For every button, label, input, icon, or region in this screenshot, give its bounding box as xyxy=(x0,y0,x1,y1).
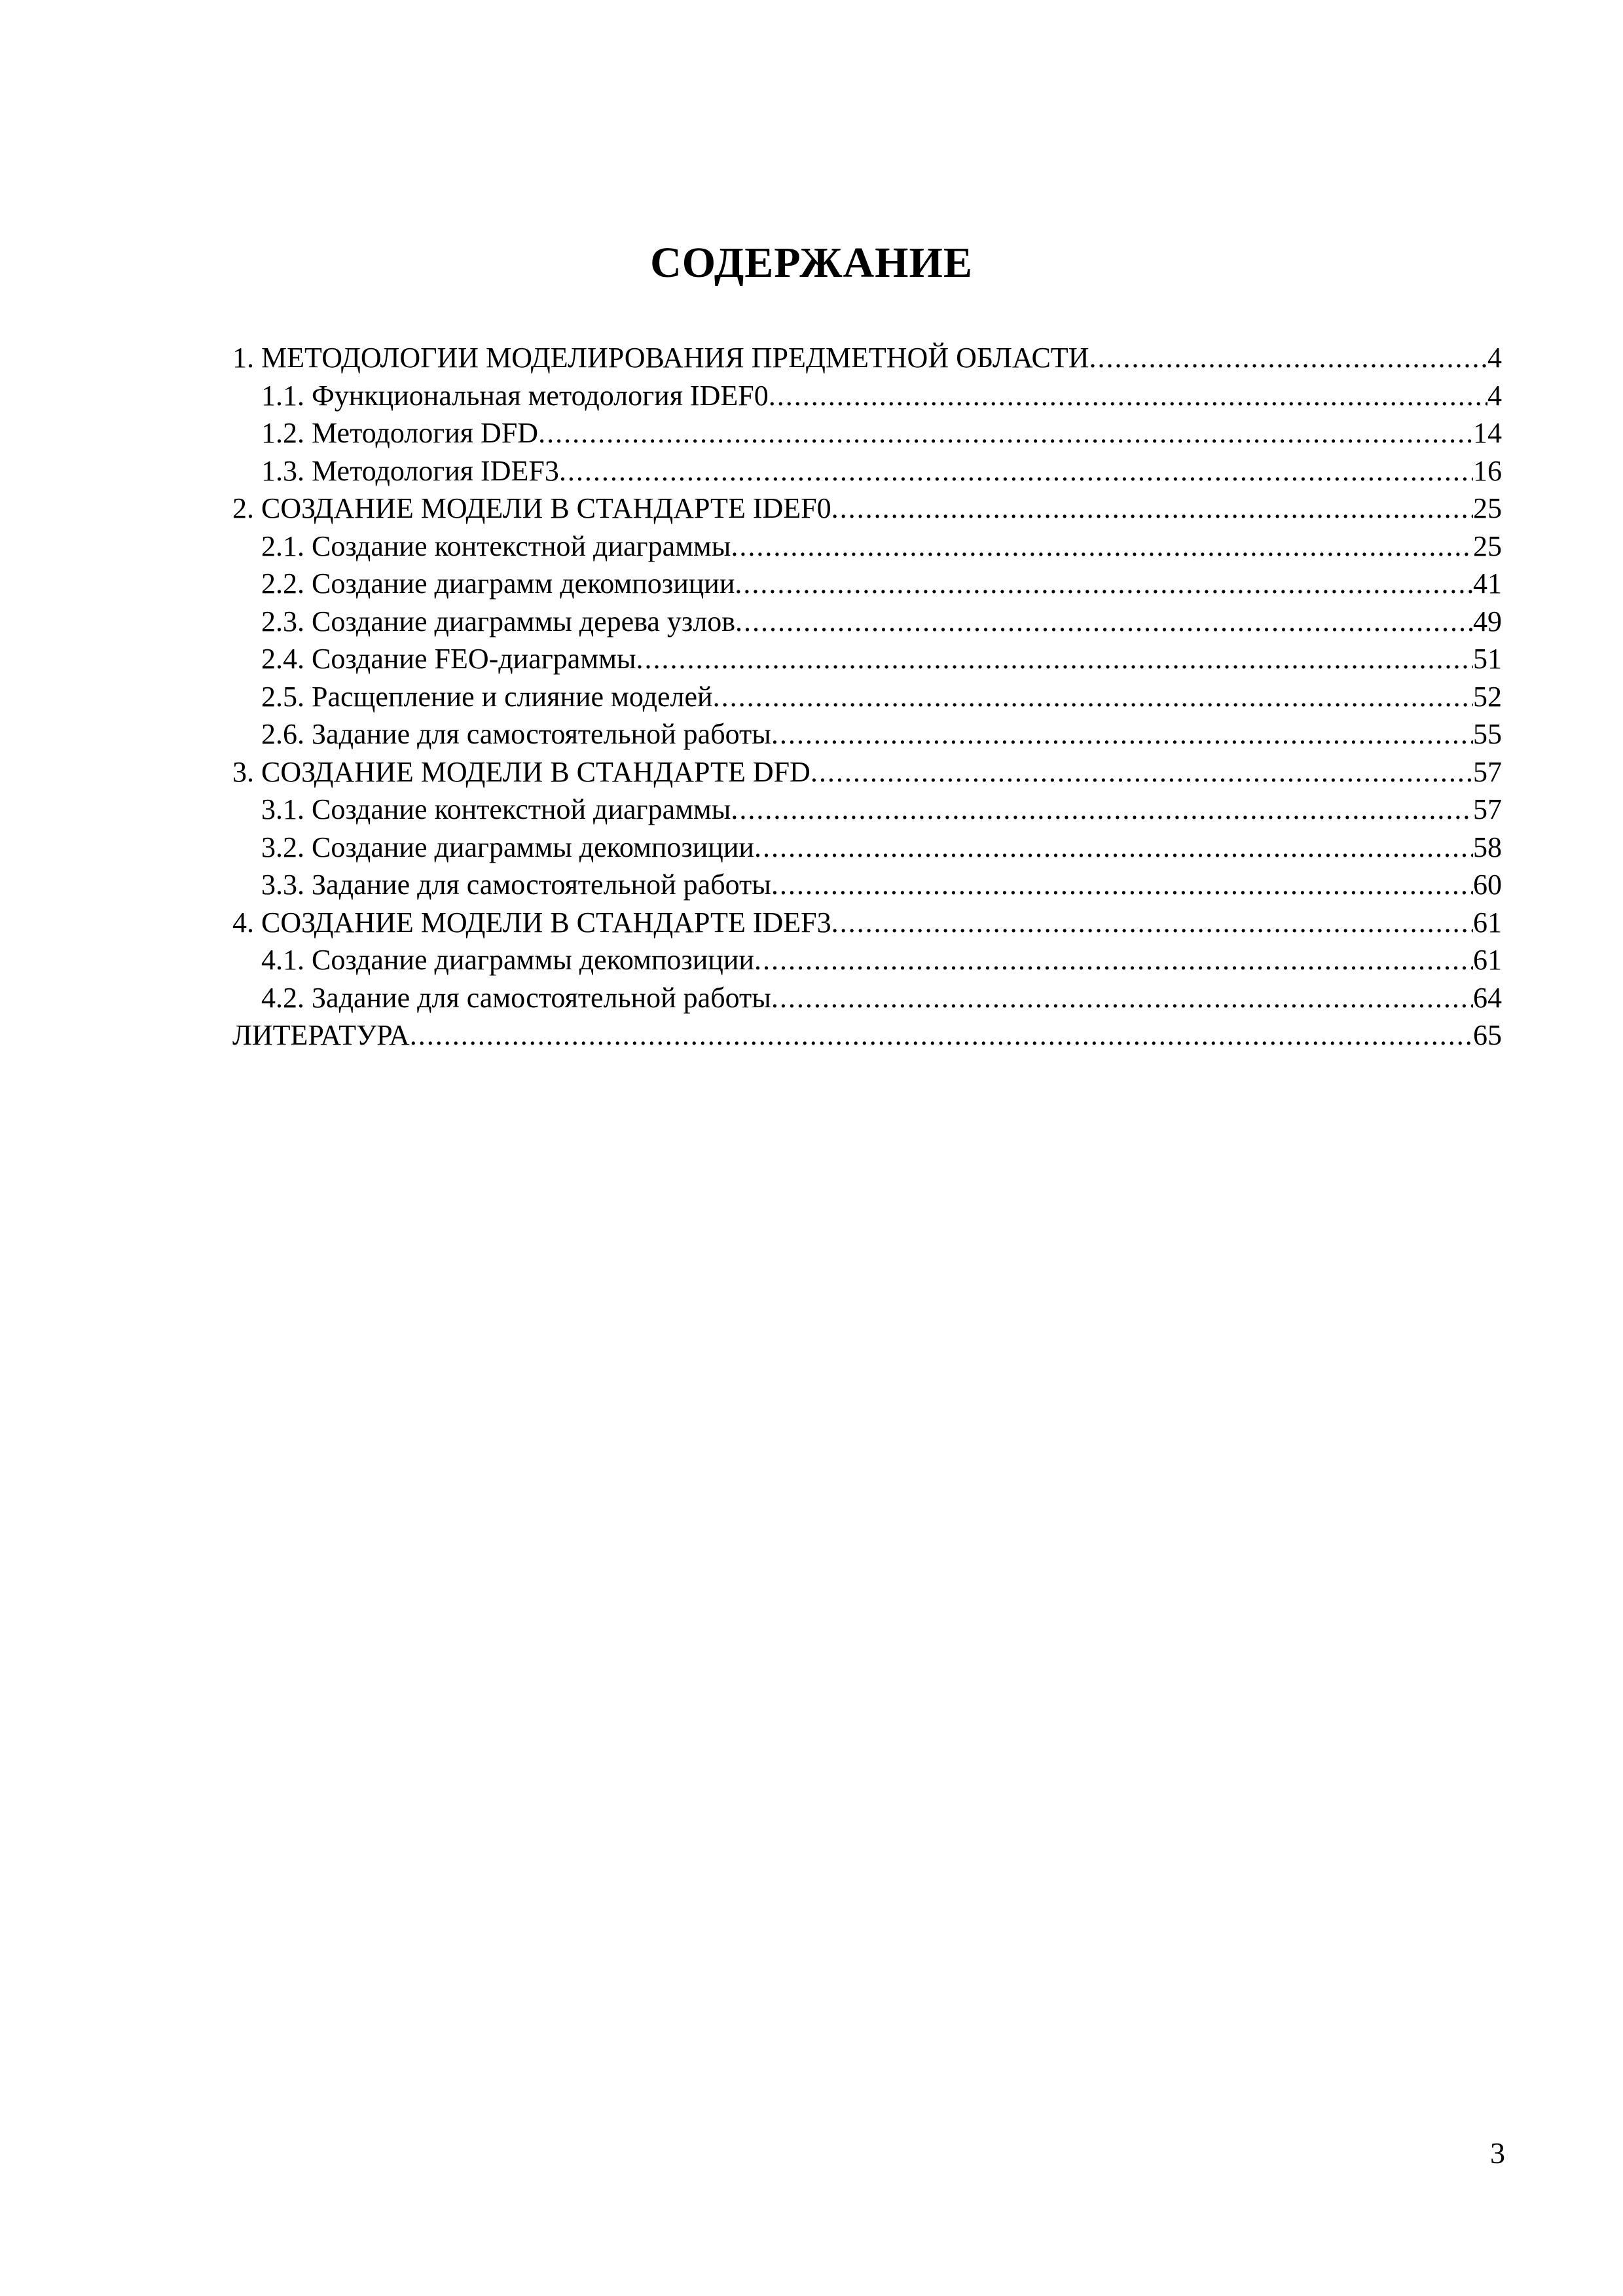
toc-entry[interactable] xyxy=(232,753,1502,791)
toc-entry[interactable] xyxy=(232,941,1502,979)
toc-dot-leader xyxy=(771,866,1473,904)
toc-entry-page: 25 xyxy=(1473,529,1502,562)
toc-entry-label: 1. МЕТОДОЛОГИИ МОДЕЛИРОВАНИЯ ПРЕДМЕТНОЙ ОБЛАСТИ xyxy=(232,342,1089,374)
toc-entry-page: 60 xyxy=(1473,869,1502,901)
toc-entry-label: 1.3. Методология IDEF3 xyxy=(261,454,559,487)
toc-entry[interactable] xyxy=(232,528,1502,565)
toc-entry[interactable] xyxy=(232,829,1502,867)
toc-dot-leader xyxy=(731,791,1473,829)
toc-entry-label: 3.3. Задание для самостоятельной работы xyxy=(261,869,771,901)
toc-entry-label: 2.6. Задание для самостоятельной работы xyxy=(261,718,771,750)
toc-dot-leader xyxy=(410,1016,1473,1054)
toc-entry-page: 4 xyxy=(1487,379,1502,412)
toc-entry[interactable] xyxy=(232,979,1502,1017)
toc-entry[interactable] xyxy=(232,490,1502,528)
toc-entry-page: 16 xyxy=(1473,454,1502,487)
toc-entry-label: 1.1. Функциональная методология IDEF0 xyxy=(261,379,769,412)
toc-entry-page: 14 xyxy=(1473,417,1502,449)
toc-entry-label: 2.2. Создание диаграмм декомпозиции xyxy=(261,567,735,600)
toc-entry-label: 2.3. Создание диаграммы дерева узлов xyxy=(261,605,736,637)
toc-entry[interactable] xyxy=(232,866,1502,904)
toc-entry-label: 3. СОЗДАНИЕ МОДЕЛИ В СТАНДАРТЕ DFD xyxy=(232,755,811,788)
toc-dot-leader xyxy=(731,528,1473,565)
table-of-contents xyxy=(232,339,1502,1054)
toc-entry-label: 4. СОЗДАНИЕ МОДЕЛИ В СТАНДАРТЕ IDEF3 xyxy=(232,906,831,939)
toc-entry-page: 65 xyxy=(1473,1019,1502,1051)
toc-entry[interactable] xyxy=(232,904,1502,942)
toc-entry-page: 4 xyxy=(1487,342,1502,374)
toc-dot-leader xyxy=(538,414,1473,452)
toc-dot-leader xyxy=(1089,339,1487,377)
toc-dot-leader xyxy=(769,377,1487,415)
toc-dot-leader xyxy=(735,603,1473,641)
toc-entry-page: 55 xyxy=(1473,718,1502,750)
toc-dot-leader xyxy=(811,753,1473,791)
toc-entry-page: 52 xyxy=(1473,680,1502,713)
toc-entry-page: 41 xyxy=(1473,567,1502,600)
toc-entry-label: 4.2. Задание для самостоятельной работы xyxy=(261,981,771,1014)
toc-entry[interactable] xyxy=(232,603,1502,641)
toc-entry-label: 3.2. Создание диаграммы декомпозиции xyxy=(261,831,754,863)
toc-entry-label: 4.1. Создание диаграммы декомпозиции xyxy=(261,944,754,976)
toc-entry[interactable] xyxy=(232,452,1502,490)
toc-entry-page: 64 xyxy=(1473,981,1502,1014)
toc-entry-page: 61 xyxy=(1473,944,1502,976)
toc-entry[interactable] xyxy=(232,339,1502,377)
toc-dot-leader xyxy=(754,829,1473,867)
toc-entry[interactable] xyxy=(232,377,1502,415)
toc-entry[interactable] xyxy=(232,1016,1502,1054)
toc-dot-leader xyxy=(831,904,1473,942)
toc-dot-leader xyxy=(754,941,1473,979)
toc-entry[interactable] xyxy=(232,640,1502,678)
toc-entry[interactable] xyxy=(232,678,1502,716)
toc-dot-leader xyxy=(713,678,1473,716)
toc-entry-label: 2.4. Создание FEO-диаграммы xyxy=(261,643,636,675)
toc-dot-leader xyxy=(771,715,1473,753)
toc-dot-leader xyxy=(559,452,1473,490)
toc-entry[interactable] xyxy=(232,565,1502,603)
toc-entry-page: 49 xyxy=(1473,605,1502,637)
toc-entry-label: 1.2. Методология DFD xyxy=(261,417,539,449)
toc-dot-leader xyxy=(771,979,1473,1017)
toc-entry-label: 2. СОЗДАНИЕ МОДЕЛИ В СТАНДАРТЕ IDEF0 xyxy=(232,492,831,524)
toc-entry-label: 3.1. Создание контекстной диаграммы xyxy=(261,793,731,825)
toc-entry-label: 2.5. Расщепление и слияние моделей xyxy=(261,680,713,713)
toc-entry[interactable] xyxy=(232,414,1502,452)
toc-entry[interactable] xyxy=(232,791,1502,829)
toc-entry-page: 57 xyxy=(1473,755,1502,788)
toc-entry-page: 57 xyxy=(1473,793,1502,825)
toc-entry-page: 61 xyxy=(1473,906,1502,939)
toc-entry-label: 2.1. Создание контекстной диаграммы xyxy=(261,529,731,562)
toc-entry-page: 58 xyxy=(1473,831,1502,863)
toc-entry-label: ЛИТЕРАТУРА xyxy=(232,1019,410,1051)
toc-entry[interactable] xyxy=(232,715,1502,753)
page-title: СОДЕРЖАНИЕ xyxy=(650,239,973,287)
toc-entry-page: 25 xyxy=(1473,492,1502,524)
toc-dot-leader xyxy=(831,490,1473,528)
toc-entry-page: 51 xyxy=(1473,643,1502,675)
toc-dot-leader xyxy=(735,565,1473,603)
page-number: 3 xyxy=(1490,2136,1505,2170)
toc-dot-leader xyxy=(636,640,1473,678)
